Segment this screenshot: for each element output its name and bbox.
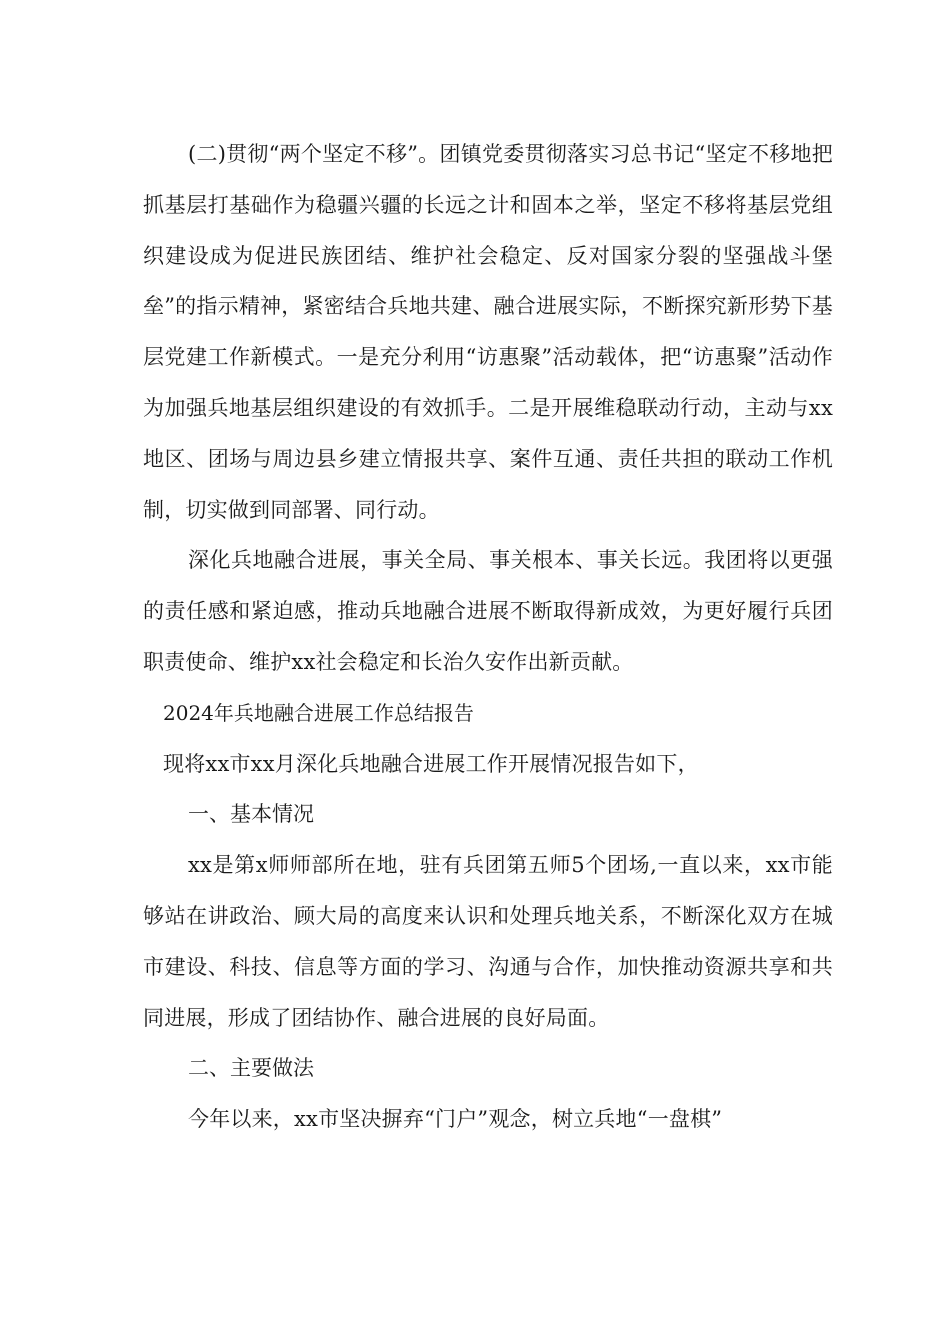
paragraph-methods: 今年以来，xx市坚决摒弃“门户”观念，树立兵地“一盘棋” <box>188 1107 723 1132</box>
intro-line: 现将xx市xx月深化兵地融合进展工作开展情况报告如下， <box>163 751 699 776</box>
section-heading-methods: 二、主要做法 <box>188 1056 314 1081</box>
document-body <box>143 129 833 1145</box>
report-title: 2024年兵地融合进展工作总结报告 <box>163 700 474 725</box>
paragraph-guanche: (二)贯彻“两个坚定不移”。团镇党委贯彻落实习总书记“坚定不移地把抓基层打基础作为稳疆兴疆的长远之计和固本之举，坚定不移将基层党组织建设成为促进民族团结、维护社会稳定、反对国家分裂的坚强战斗堡垒”的指示精神，紧密结合兵地共建、融合进展实际，不断探究新形势下基层党建工作新模式。一是充分利用“访惠聚”活动载体，把“访惠聚”活动作为加强兵地基层组织建设的有效抓手。二是开展维稳联动行动，主动与xx地区、团场与周边县乡建立情报共享、案件互通、责任共担的联动工作机制，切实做到同部署、同行动。 <box>143 142 833 522</box>
paragraph-conclusion: 深化兵地融合进展，事关全局、事关根本、事关长远。我团将以更强的责任感和紧迫感，推动兵地融合进展不断取得新成效，为更好履行兵团职责使命、维护xx社会稳定和长治久安作出新贡献。 <box>143 548 833 674</box>
section-heading-basic: 一、基本情况 <box>188 802 314 827</box>
paragraph-basic-situation: xx是第x师师部所在地，驻有兵团第五师5个团场,一直以来，xx市能够站在讲政治、顾大局的高度来认识和处理兵地关系，不断深化双方在城市建设、科技、信息等方面的学习、沟通与合作，加快推动资源共享和共同进展，形成了团结协作、融合进展的良好局面。 <box>143 853 833 1030</box>
